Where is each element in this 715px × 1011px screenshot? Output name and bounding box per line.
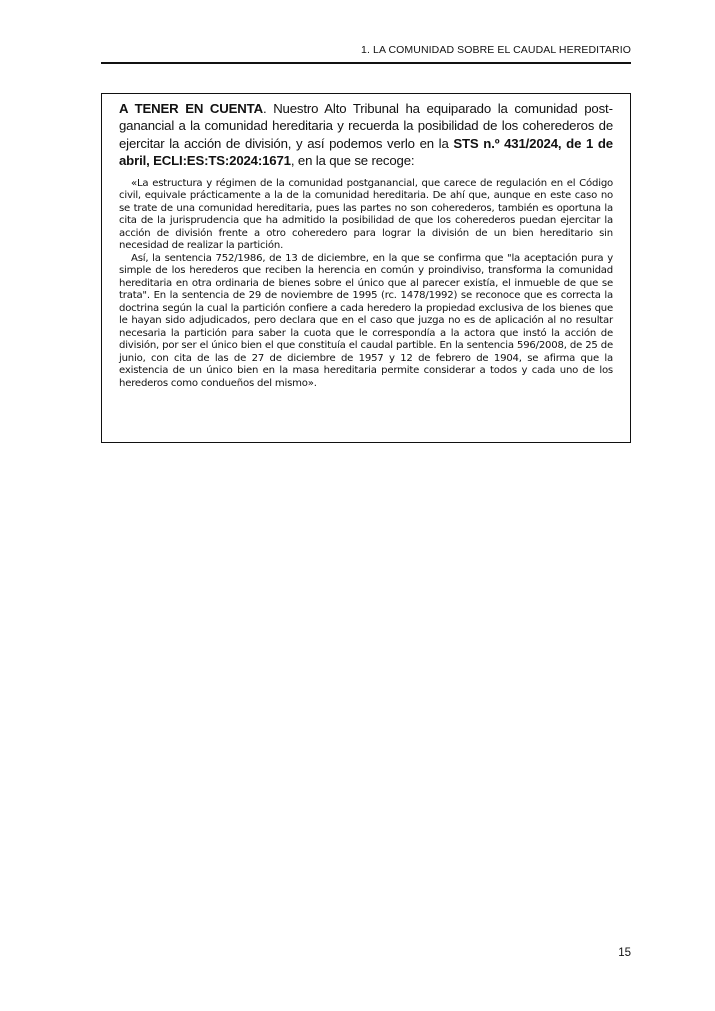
note-intro: [119, 100, 613, 170]
quote-paragraph-2: Así, la sentencia 752/1986, de 13 de diciembre, en la que se confirma que "la aceptación pura y simple de los herederos que reciben la herencia en común y proindiviso, transforma la comunidad hereditaria en otra ordinaria de bienes sobre el único que al parecer existía, el inmueble de que se trata". En la sentencia de 29 de noviembre de 1995 (rc. 1478/1992) se reconoce que es correcta la doctrina según la cual la partición confiere a cada heredero la propiedad exclusiva de los bienes que le hayan sido adjudicados, pero declara que en el caso que juzga no es de aplicación al no resultar necesaria la partición para saber la cuota que le correspondía a la actora que instó la acción de división, por ser el único bien el que constituía el caudal partible. En la sentencia 596/2008, de 25 de junio, con cita de las de 27 de diciembre de 1957 y 12 de febrero de 1904, se afirma que la existencia de un único bien en la masa hereditaria permite considerar a todos y cada uno de los herederos como condueños del mismo».: [119, 252, 613, 389]
header-rule: [101, 62, 631, 64]
running-header: 1. LA COMUNIDAD SOBRE EL CAUDAL HEREDITARIO: [361, 44, 631, 56]
note-label: A TENER EN CUENTA: [119, 101, 263, 116]
sts-citation: STS n.º 431/2024, de 1 de abril, ECLI:ES:TS:2024:1671: [119, 135, 613, 169]
page-number: 15: [618, 947, 631, 959]
note-intro-text-1: . Nuestro Alto Tribunal ha equiparado la comunidad postganancial a la comunidad hereditaria y recuerda la posibilidad de los coherederos de ejercitar la acción de división, y así podemos verlo en la: [119, 101, 613, 151]
judgment-quote: [119, 178, 613, 391]
note-intro-text-2: , en la que se recoge:: [290, 153, 415, 169]
quote-paragraph-1: «La estructura y régimen de la comunidad postganancial, que carece de regulación en el Código civil, equivale prácticamente a la de la comunidad hereditaria. De ahí que, aunque en este caso no se trate de una comunidad hereditaria, pues las partes no son coherederos, también es oportuna la cita de la jurisprudencia que ha admitido la posibilidad de que los coherederos puedan ejercitar la acción de división frente a otro coheredero para lograr la división de un bien hereditario sin necesidad de realizar la partición.: [119, 177, 613, 252]
note-box: [101, 93, 631, 443]
